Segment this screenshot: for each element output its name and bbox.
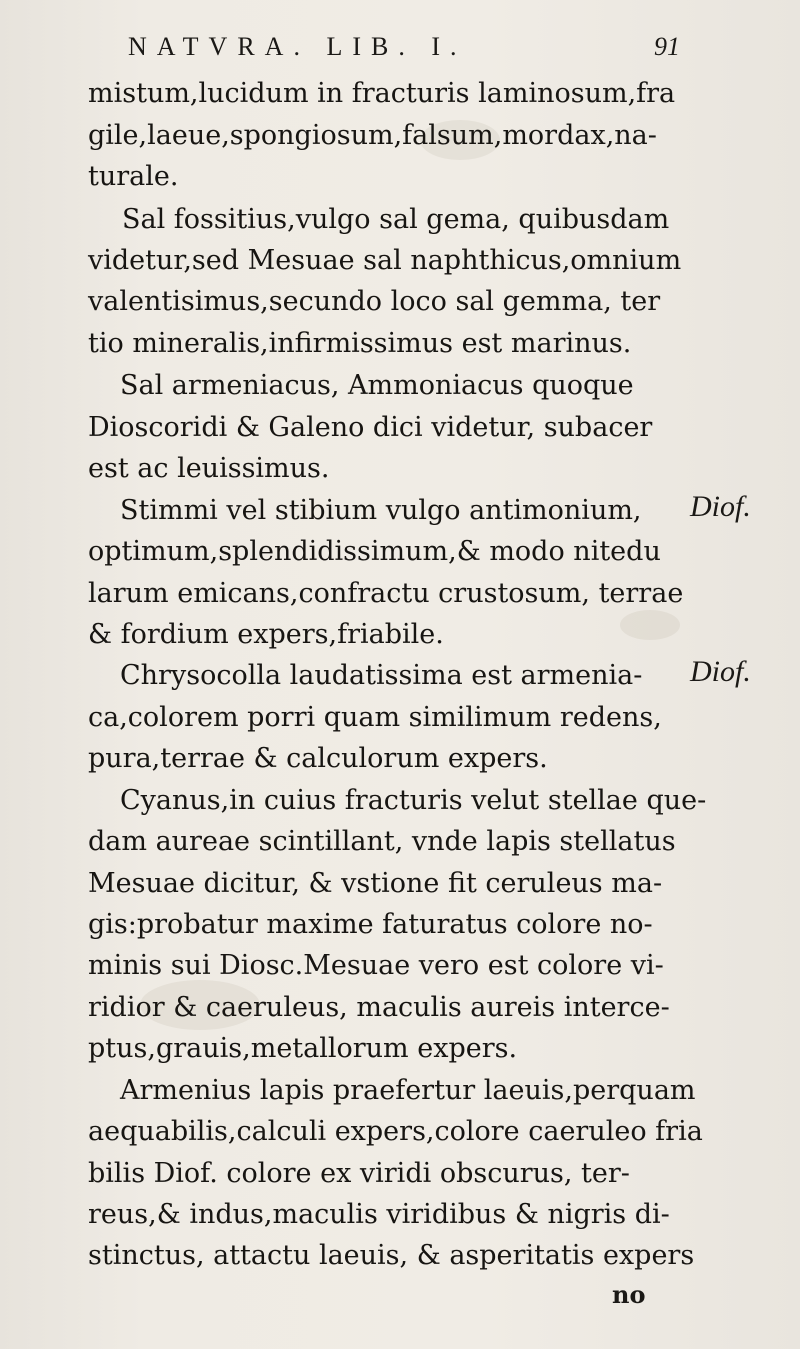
margin-note: Diof. <box>690 490 751 523</box>
margin-note: Diof. <box>690 655 751 688</box>
text-line: aequabilis,calculi expers,colore caeruleo fria <box>88 1116 703 1147</box>
text-line: tio mineralis,infirmissimus est marinus. <box>88 328 632 359</box>
catchword: no <box>612 1280 646 1309</box>
text-line: optimum,splendidissimum,& modo nitedu <box>88 536 661 567</box>
running-head: NATVRA. LIB. I. <box>128 32 467 61</box>
text-line: dam aureae scintillant, vnde lapis stellatus <box>88 826 676 857</box>
text-line: Armenius lapis praefertur laeuis,perquam <box>120 1075 696 1106</box>
text-line: ca,colorem porri quam similimum redens, <box>88 702 662 733</box>
text-line: est ac leuissimus. <box>88 453 330 484</box>
text-line: Stimmi vel stibium vulgo antimonium, <box>120 495 642 526</box>
text-line: pura,terrae & calculorum expers. <box>88 743 548 774</box>
text-line: ridior & caeruleus, maculis aureis interce- <box>88 992 670 1023</box>
text-line: Dioscoridi & Galeno dici videtur, subacer <box>88 412 653 443</box>
text-line: minis sui Diosc.Mesuae vero est colore vi- <box>88 950 664 981</box>
text-line: Cyanus,in cuius fracturis velut stellae que- <box>120 785 707 816</box>
text-line: Chrysocolla laudatissima est armenia- <box>120 660 643 691</box>
text-line: ptus,grauis,metallorum expers. <box>88 1033 518 1064</box>
page-number: 91 <box>654 32 680 61</box>
text-line: videtur,sed Mesuae sal naphthicus,omnium <box>88 245 682 276</box>
text-line: & fordium expers,friabile. <box>88 619 444 650</box>
text-line: valentisimus,secundo loco sal gemma, ter <box>88 286 661 317</box>
text-line: larum emicans,confractu crustosum, terrae <box>88 578 684 609</box>
text-line: Mesuae dicitur, & vstione fit ceruleus ma- <box>88 868 663 899</box>
text-line: bilis Diof. colore ex viridi obscurus, ter- <box>88 1158 630 1189</box>
text-line: Sal armeniacus, Ammoniacus quoque <box>120 370 634 401</box>
text-line: reus,& indus,maculis viridibus & nigris di- <box>88 1199 670 1230</box>
text-line: gile,laeue,spongiosum,falsum,mordax,na- <box>88 120 657 151</box>
text-line: turale. <box>88 161 179 192</box>
text-line: mistum,lucidum in fracturis laminosum,fra <box>88 78 676 109</box>
text-line: Sal fossitius,vulgo sal gema, quibusdam <box>122 204 670 235</box>
text-line: stinctus, attactu laeuis, & asperitatis expers <box>88 1240 695 1271</box>
text-line: gis:probatur maxime faturatus colore no- <box>88 909 653 940</box>
